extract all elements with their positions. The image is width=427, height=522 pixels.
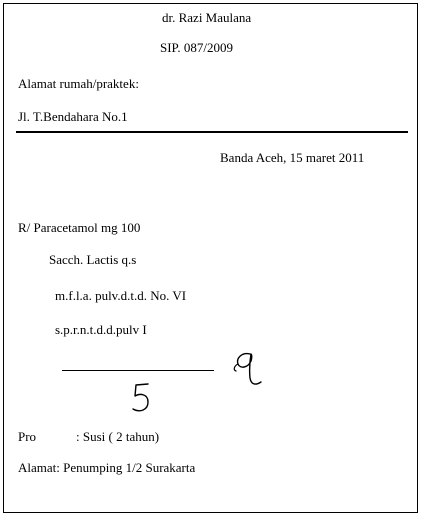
address-value: Jl. T.Bendahara No.1 xyxy=(18,109,128,124)
signature-line xyxy=(62,370,214,371)
prescription-line-2: Sacch. Lactis q.s xyxy=(49,252,137,267)
prescription-line-1: R/ Paracetamol mg 100 xyxy=(18,220,141,235)
patient-pro-value: : Susi ( 2 tahun) xyxy=(76,429,160,444)
patient-address: Alamat: Penumping 1/2 Surakarta xyxy=(18,460,196,475)
doctor-name: dr. Razi Maulana xyxy=(162,10,252,25)
handwritten-mark-lower xyxy=(126,380,158,418)
prescription-line-4: s.p.r.n.t.d.d.pulv I xyxy=(55,322,147,337)
prescription-line-3: m.f.l.a. pulv.d.t.d. No. VI xyxy=(55,288,187,303)
header-divider xyxy=(16,131,408,133)
doctor-sip: SIP. 087/2009 xyxy=(160,40,233,55)
patient-pro-label: Pro xyxy=(18,429,37,444)
address-label: Alamat rumah/praktek: xyxy=(18,76,139,91)
place-date: Banda Aceh, 15 maret 2011 xyxy=(220,150,365,165)
handwritten-mark-upper xyxy=(228,348,270,390)
